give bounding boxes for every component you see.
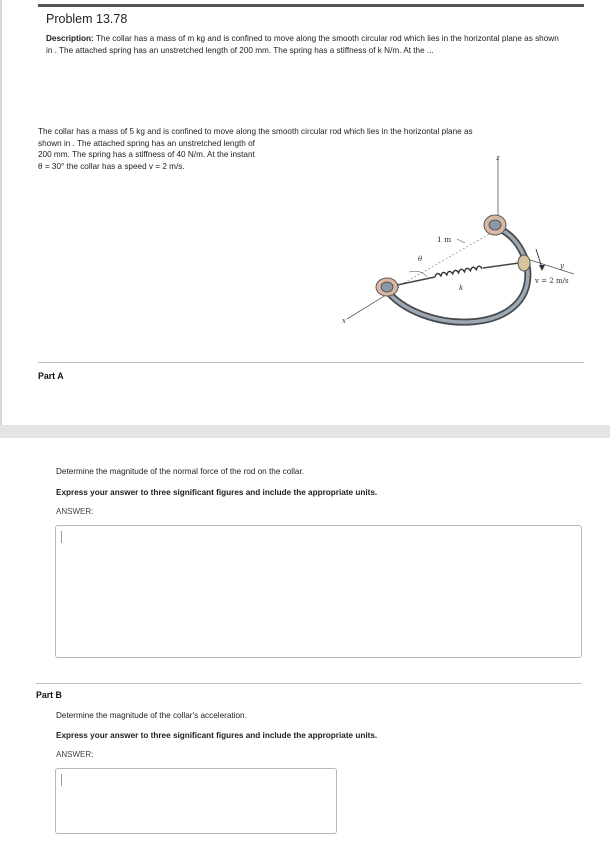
spring-connector — [483, 263, 519, 268]
part-b-instruction: Express your answer to three significant figures and include the appropriate units. — [56, 731, 378, 740]
circular-rod-highlight — [384, 227, 528, 322]
statement-line-3: 200 mm. The spring has a stiffness of 40 N/m. At the instant — [38, 150, 255, 159]
problem-title: Problem 13.78 — [46, 12, 128, 26]
theta-label: θ — [418, 255, 423, 263]
part-a-label: Part A — [38, 371, 64, 381]
part-b-question: Determine the magnitude of the collar's acceleration. — [56, 711, 247, 720]
y-axis-line — [524, 258, 574, 274]
y-axis-label: y — [560, 262, 564, 270]
statement-line-4: θ = 30° the collar has a speed v = 2 m/s. — [38, 161, 185, 171]
description-label: Description: — [46, 34, 94, 43]
radius-label: 1 m — [437, 235, 452, 244]
velocity-arrow-head — [539, 265, 545, 271]
collar — [518, 255, 530, 271]
statement-line-1: The collar has a mass of 5 kg and is confined to move along the smooth circular rod which lies in the horizontal plane as — [38, 127, 473, 136]
part-b-label: Part B — [36, 690, 62, 700]
answer-page — [0, 438, 610, 860]
part-a-text-caret — [61, 531, 62, 543]
speed-label: v = 2 m/s — [535, 277, 569, 285]
z-axis-label: z — [496, 154, 500, 162]
part-b-answer-input[interactable] — [55, 768, 337, 834]
theta-arc — [409, 271, 427, 277]
top-mount-hub — [489, 220, 501, 230]
statement-line-2: shown in . The attached spring has an unstretched length of — [38, 138, 255, 148]
left-mount-hub — [381, 282, 393, 292]
x-axis-label: x — [342, 317, 346, 325]
problem-page — [0, 0, 610, 425]
part-b-text-caret — [61, 774, 62, 786]
top-divider — [38, 4, 584, 7]
part-a-answer-input[interactable] — [55, 525, 582, 658]
problem-description — [46, 33, 566, 57]
section-divider-b — [36, 683, 582, 684]
spring-stiffness-label: k — [459, 284, 464, 292]
radius-leader — [457, 239, 465, 243]
description-text: The collar has a mass of m kg and is confined to move along the smooth circular rod which lies in the horizontal plane as shown in . The attached spring has an unstretched length of 200 mm. The spring has a stiffness of k N/m. At the ... — [46, 34, 559, 55]
part-b-answer-label: ANSWER: — [56, 750, 94, 759]
spring-coil — [434, 266, 482, 277]
part-a-answer-label: ANSWER: — [56, 507, 94, 516]
spring-rod — [397, 277, 435, 285]
part-a-instruction: Express your answer to three significant figures and include the appropriate units. — [56, 488, 378, 497]
section-divider-a — [38, 362, 584, 363]
collar-rod-figure — [339, 137, 586, 327]
part-a-question: Determine the magnitude of the normal force of the rod on the collar. — [56, 467, 305, 476]
